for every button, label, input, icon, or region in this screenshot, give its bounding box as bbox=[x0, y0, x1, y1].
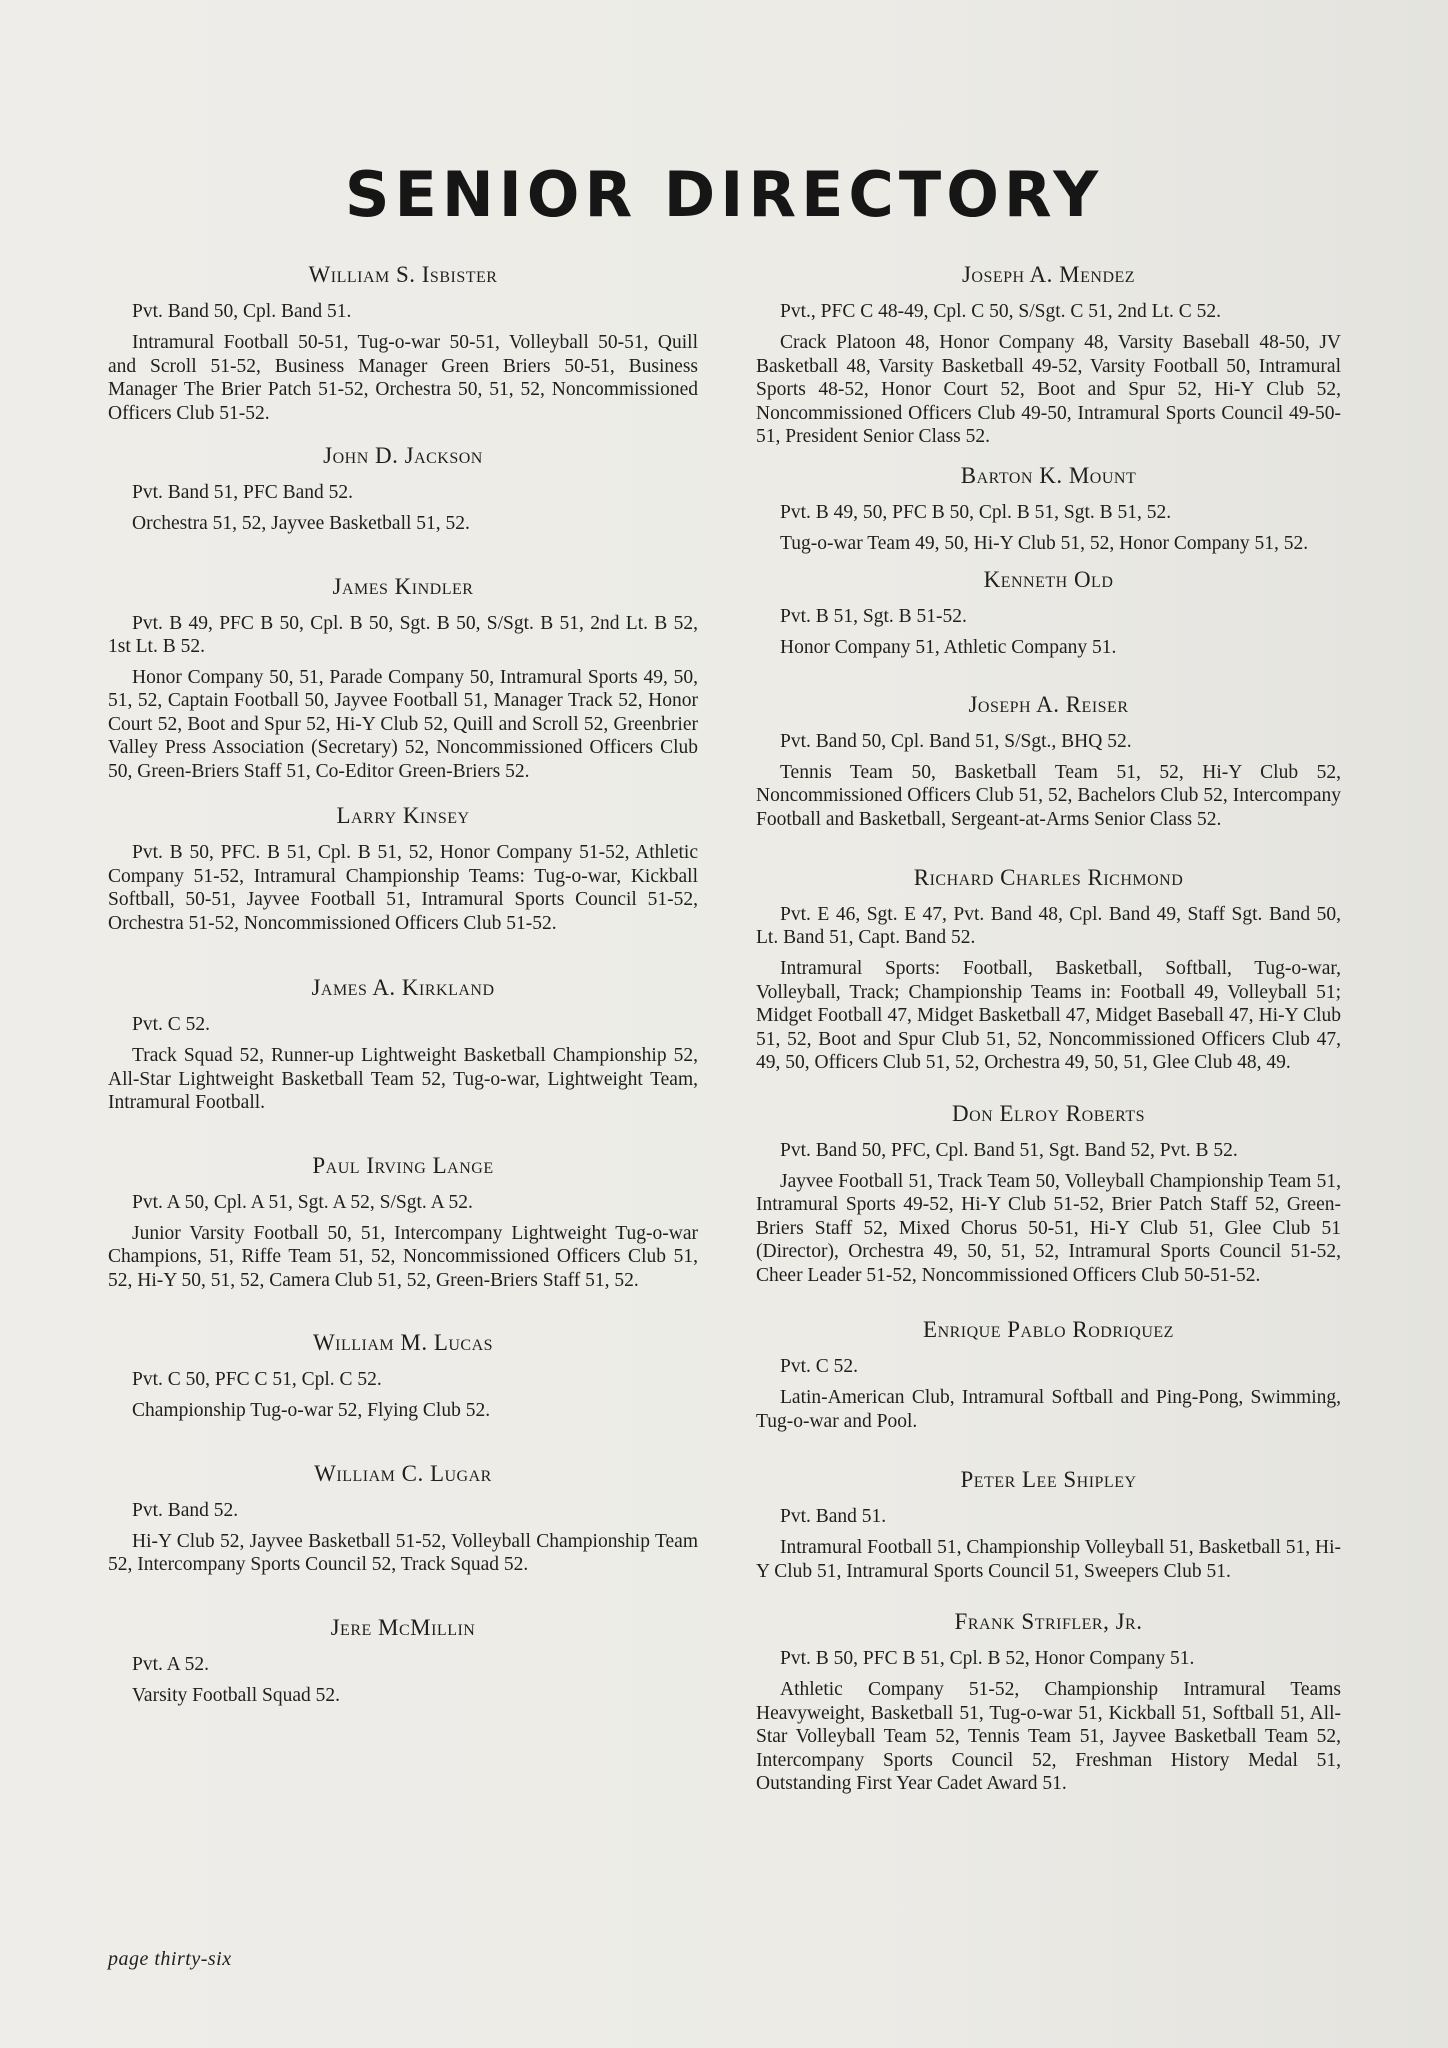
directory-entry bbox=[756, 463, 1341, 556]
military-rank: Pvt. B 49, 50, PFC B 50, Cpl. B 51, Sgt. B 51, 52. bbox=[780, 501, 1172, 523]
activities: Orchestra 51, 52, Jayvee Basketball 51, 52. bbox=[132, 513, 470, 534]
military-rank: Pvt. Band 51. bbox=[780, 1506, 887, 1527]
military-rank: Pvt., PFC C 48-49, Cpl. C 50, S/Sgt. C 51, 2nd Lt. C 52. bbox=[780, 301, 1222, 322]
page-number: page thirty-six bbox=[108, 1948, 232, 1970]
military-rank: Pvt. A 52. bbox=[132, 1653, 209, 1675]
activities: Tennis Team 50, Basketball Team 51, 52, Hi-Y Club 52, Noncommissioned Officers Club 51, 52, Bachelors Club 52, Intercompany Football and Basketball, Sergeant-at-Arms Senior Class 52. bbox=[756, 761, 1341, 830]
senior-name: Kenneth Old bbox=[983, 567, 1114, 592]
directory-entry bbox=[756, 865, 1341, 1075]
military-rank: Pvt. B 51, Sgt. B 51-52. bbox=[780, 606, 967, 627]
directory-entry bbox=[756, 692, 1341, 832]
senior-name: James Kindler bbox=[332, 573, 474, 599]
directory-entry bbox=[756, 1467, 1341, 1583]
directory-entry bbox=[108, 975, 698, 1115]
directory-entry bbox=[756, 1609, 1341, 1796]
directory-entry bbox=[108, 1615, 698, 1708]
activities: Athletic Company 51-52, Championship Intramural Teams Heavyweight, Basketball 51, Tug-o-war 51, Kickball 51, Softball 51, All-Star Volleyball Team 52, Tennis Team 51, Jayvee Basketball Team 52, Intercompany Sports Council 52, Freshman History Medal 51, Outstanding First Year Cadet Award 51. bbox=[756, 1679, 1341, 1794]
senior-name: William C. Lugar bbox=[314, 1460, 492, 1486]
military-rank: Pvt. Band 50, Cpl. Band 51, S/Sgt., BHQ 52. bbox=[780, 730, 1132, 752]
senior-name: James A. Kirkland bbox=[311, 975, 495, 1000]
directory-entry bbox=[756, 1317, 1341, 1433]
right-column bbox=[756, 262, 1341, 1796]
directory-entry bbox=[108, 1330, 698, 1423]
activities: Latin-American Club, Intramural Softball and Ping-Pong, Swimming, Tug-o-war and Pool. bbox=[756, 1387, 1341, 1432]
directory-entry bbox=[108, 803, 698, 935]
left-column bbox=[108, 262, 698, 1707]
senior-name: William M. Lucas bbox=[312, 1330, 494, 1355]
activities: Jayvee Football 51, Track Team 50, Volleyball Championship Team 51, Intramural Sports 49-52, Hi-Y Club 51-52, Brier Patch Staff 52, Green-Briers Staff 52, Mixed Chorus 50-51, Hi-Y Club 51, Glee Club 51 (Director), Orchestra 49, 50, 51, 52, Intramural Sports Council 51-52, Cheer Leader 51-52, Noncommissioned Officers Club 50-51-52. bbox=[756, 1170, 1341, 1286]
activities: Intramural Football 51, Championship Volleyball 51, Basketball 51, Hi-Y Club 51, Intramural Sports Council 51, Sweepers Club 51. bbox=[756, 1537, 1341, 1582]
activities: Honor Company 51, Athletic Company 51. bbox=[780, 637, 1117, 658]
directory-entry bbox=[108, 443, 698, 536]
activities: Track Squad 52, Runner-up Lightweight Basketball Championship 52, All-Star Lightweight Basketball Team 52, Tug-o-war, Lightweight Team, Intramural Football. bbox=[108, 1045, 698, 1113]
military-rank: Pvt. Band 52. bbox=[132, 1499, 239, 1521]
activities: Varsity Football Squad 52. bbox=[132, 1684, 340, 1706]
military-rank: Pvt. A 50, Cpl. A 51, Sgt. A 52, S/Sgt. A 52. bbox=[132, 1191, 473, 1213]
activities: Tug-o-war Team 49, 50, Hi-Y Club 51, 52, Honor Company 51, 52. bbox=[780, 532, 1309, 554]
senior-name: William S. Isbister bbox=[308, 262, 498, 287]
senior-name: Frank Strifler, Jr. bbox=[954, 1609, 1143, 1634]
activities: Junior Varsity Football 50, 51, Intercompany Lightweight Tug-o-war Champions, 51, Riffe Team 51, 52, Noncommissioned Officers Club 51, 52, Hi-Y 50, 51, 52, Camera Club 51, 52, Green-Briers Staff 51, 52. bbox=[108, 1222, 698, 1291]
senior-name: Joseph A. Mendez bbox=[961, 262, 1136, 287]
military-rank: Pvt. Band 51, PFC Band 52. bbox=[132, 482, 354, 503]
military-rank: Pvt. Band 50, PFC, Cpl. Band 51, Sgt. Band 52, Pvt. B 52. bbox=[780, 1139, 1238, 1161]
senior-name: Paul Irving Lange bbox=[312, 1152, 494, 1178]
military-rank: Pvt. C 50, PFC C 51, Cpl. C 52. bbox=[132, 1369, 382, 1390]
page-title: SENIOR DIRECTORY bbox=[344, 158, 1104, 231]
directory-entry bbox=[756, 262, 1341, 449]
activities: Intramural Football 50-51, Tug-o-war 50-51, Volleyball 50-51, Quill and Scroll 51-52, Business Manager Green Briers 50-51, Business Manager The Brier Patch 51-52, Orchestra 50, 51, 52, Noncommissioned Officers Club 51-52. bbox=[108, 332, 698, 424]
directory-entry bbox=[108, 262, 698, 425]
senior-name: Larry Kinsey bbox=[336, 803, 470, 828]
senior-name: Joseph A. Reiser bbox=[968, 691, 1129, 717]
military-rank: Pvt. B 49, PFC B 50, Cpl. B 50, Sgt. B 50, S/Sgt. B 51, 2nd Lt. B 52, 1st Lt. B 52. bbox=[108, 612, 698, 657]
activities: Intramural Sports: Football, Basketball, Softball, Tug-o-war, Volleyball, Track; Championship Teams in: Football 49, Volleyball 51; Midget Football 47, Midget Basketball 47, Midget Baseball 47, Hi-Y Club 51, 52, Boot and Spur Club 51, 52, Noncommissioned Officers Club 47, 49, 50, Officers Club 51, 52, Orchestra 49, 50, 51, Glee Club 48, 49. bbox=[756, 958, 1341, 1073]
directory-entry bbox=[756, 567, 1341, 660]
senior-name: Barton K. Mount bbox=[960, 462, 1137, 488]
military-rank: Pvt. C 52. bbox=[132, 1014, 211, 1035]
military-rank: Pvt. Band 50, Cpl. Band 51. bbox=[132, 301, 352, 322]
military-rank: Pvt. C 52. bbox=[780, 1356, 859, 1377]
activities: Hi-Y Club 52, Jayvee Basketball 51-52, Volleyball Championship Team 52, Intercompany Sports Council 52, Track Squad 52. bbox=[108, 1530, 698, 1575]
senior-name: Enrique Pablo Rodriquez bbox=[923, 1317, 1174, 1342]
activities: Crack Platoon 48, Honor Company 48, Varsity Baseball 48-50, JV Basketball 48, Varsity Basketball 49-52, Varsity Football 50, Intramural Sports 48-52, Honor Court 52, Boot and Spur 52, Hi-Y Club 52, Noncommissioned Officers Club 49-50, Intramural Sports Council 49-50-51, President Senior Class 52. bbox=[756, 332, 1341, 447]
military-rank: Pvt. B 50, PFC. B 51, Cpl. B 51, 52, Honor Company 51-52, Athletic Company 51-52, Intramural Championship Teams: Tug-o-war, Kickball Softball, 50-51, Jayvee Football 51, Intramural Sports Council 51-52, Orchestra 51-52, Noncommissioned Officers Club 51-52. bbox=[108, 842, 698, 934]
senior-name: Peter Lee Shipley bbox=[960, 1467, 1137, 1492]
senior-name: Don Elroy Roberts bbox=[951, 1100, 1146, 1126]
military-rank: Pvt. E 46, Sgt. E 47, Pvt. Band 48, Cpl. Band 49, Staff Sgt. Band 50, Lt. Band 51, Capt. Band 52. bbox=[756, 904, 1341, 948]
senior-name: Jere McMillin bbox=[330, 1614, 476, 1640]
senior-name: Richard Charles Richmond bbox=[913, 865, 1184, 890]
senior-name: John D. Jackson bbox=[323, 443, 483, 468]
directory-entry bbox=[108, 574, 698, 784]
military-rank: Pvt. B 50, PFC B 51, Cpl. B 52, Honor Company 51. bbox=[780, 1648, 1195, 1669]
activities: Honor Company 50, 51, Parade Company 50, Intramural Sports 49, 50, 51, 52, Captain Football 50, Jayvee Football 51, Manager Track 52, Honor Court 52, Boot and Spur 52, Hi-Y Club 52, Quill and Scroll 52, Greenbrier Valley Press Association (Secretary) 52, Noncommissioned Officers Club 50, Green-Briers Staff 51, Co-Editor Green-Briers 52. bbox=[108, 666, 698, 782]
directory-entry bbox=[108, 1153, 698, 1293]
directory-entry bbox=[756, 1101, 1341, 1288]
activities: Championship Tug-o-war 52, Flying Club 52. bbox=[132, 1400, 491, 1421]
directory-entry bbox=[108, 1461, 698, 1577]
